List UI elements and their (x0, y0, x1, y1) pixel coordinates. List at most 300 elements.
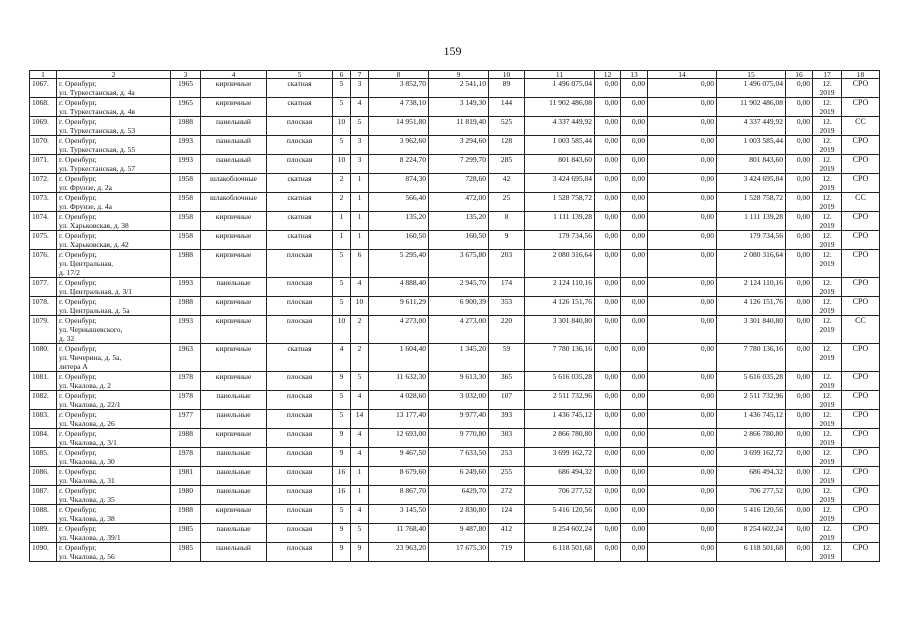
living-area-cell: 9 770,80 (429, 429, 489, 448)
table-row (30, 524, 880, 543)
completion-date-cell: 12. 2019 (813, 297, 842, 316)
residents-cell: 89 (489, 79, 525, 98)
table-row (30, 467, 880, 486)
budget-local-cell: 0,00 (648, 212, 717, 231)
fund-method-cell: СРО (842, 136, 880, 155)
budget-regional-cell: 0,00 (621, 316, 648, 344)
repair-cost-cell: 2 124 110,16 (525, 278, 595, 297)
entrances-cell: 2 (351, 316, 369, 344)
completion-date-cell: 12. 2019 (813, 79, 842, 98)
floors-cell: 9 (333, 372, 351, 391)
budget-federal-cell: 0,00 (595, 231, 621, 250)
roof-type-cell: плоская (267, 316, 333, 344)
other-funds-cell: 0,00 (786, 297, 813, 316)
completion-date-cell: 12. 2019 (813, 278, 842, 297)
budget-regional-cell: 0,00 (621, 193, 648, 212)
owners-funds-cell: 3 699 162,72 (717, 448, 786, 467)
completion-date-cell: 12. 2019 (813, 117, 842, 136)
roof-type-cell: плоская (267, 278, 333, 297)
table-row (30, 410, 880, 429)
budget-local-cell: 0,00 (648, 316, 717, 344)
address-cell: г. Оренбург, ул. Центральная, д. 3/1 (57, 278, 171, 297)
budget-federal-cell: 0,00 (595, 467, 621, 486)
owners-funds-cell: 4 126 151,76 (717, 297, 786, 316)
column-number-13: 13 (621, 71, 648, 79)
column-number-16: 16 (786, 71, 813, 79)
completion-date-cell: 12. 2019 (813, 212, 842, 231)
table-row (30, 212, 880, 231)
completion-date-cell: 12. 2019 (813, 136, 842, 155)
budget-regional-cell: 0,00 (621, 391, 648, 410)
roof-type-cell: скатная (267, 344, 333, 372)
address-cell: г. Оренбург, ул. Туркестанская, д. 57 (57, 155, 171, 174)
living-area-cell: 4 273,00 (429, 316, 489, 344)
entrances-cell: 2 (351, 344, 369, 372)
table-row (30, 543, 880, 562)
other-funds-cell: 0,00 (786, 79, 813, 98)
address-cell: г. Оренбург, ул. Чкалова, д. 2 (57, 372, 171, 391)
year-built-cell: 1993 (171, 155, 201, 174)
table-row (30, 316, 880, 344)
roof-type-cell: плоская (267, 467, 333, 486)
total-area-cell: 23 963,20 (369, 543, 429, 562)
column-number-11: 11 (525, 71, 595, 79)
completion-date-cell: 12. 2019 (813, 467, 842, 486)
address-cell: г. Оренбург, ул. Чкалова, д. 22/1 (57, 391, 171, 410)
address-cell: г. Оренбург, ул. Чкалова, д. 39/1 (57, 524, 171, 543)
floors-cell: 5 (333, 79, 351, 98)
other-funds-cell: 0,00 (786, 543, 813, 562)
address-cell: г. Оренбург, ул. Харьковская, д. 38 (57, 212, 171, 231)
residents-cell: 303 (489, 429, 525, 448)
year-built-cell: 1985 (171, 543, 201, 562)
floors-cell: 1 (333, 231, 351, 250)
table-row (30, 117, 880, 136)
residents-cell: 353 (489, 297, 525, 316)
year-built-cell: 1980 (171, 486, 201, 505)
roof-type-cell: плоская (267, 448, 333, 467)
living-area-cell: 6 249,60 (429, 467, 489, 486)
owners-funds-cell: 1 436 745,12 (717, 410, 786, 429)
column-number-9: 9 (429, 71, 489, 79)
completion-date-cell: 12. 2019 (813, 391, 842, 410)
address-cell: г. Оренбург, ул. Центральная, д. 17/2 (57, 250, 171, 278)
total-area-cell: 1 604,40 (369, 344, 429, 372)
address-cell: г. Оренбург, ул. Туркестанская, д. 4а (57, 79, 171, 98)
residents-cell: 220 (489, 316, 525, 344)
other-funds-cell: 0,00 (786, 231, 813, 250)
budget-federal-cell: 0,00 (595, 316, 621, 344)
year-built-cell: 1988 (171, 250, 201, 278)
repair-cost-cell: 706 277,52 (525, 486, 595, 505)
wall-material-cell: кирпичные (201, 212, 267, 231)
column-number-4: 4 (201, 71, 267, 79)
living-area-cell: 9 977,40 (429, 410, 489, 429)
address-cell: г. Оренбург, ул. Чкалова, д. 38 (57, 505, 171, 524)
column-number-8: 8 (369, 71, 429, 79)
budget-regional-cell: 0,00 (621, 429, 648, 448)
entrances-cell: 14 (351, 410, 369, 429)
column-number-3: 3 (171, 71, 201, 79)
roof-type-cell: плоская (267, 155, 333, 174)
entrances-cell: 1 (351, 212, 369, 231)
budget-regional-cell: 0,00 (621, 344, 648, 372)
fund-method-cell: СРО (842, 372, 880, 391)
living-area-cell: 2 541,10 (429, 79, 489, 98)
living-area-cell: 3 294,60 (429, 136, 489, 155)
fund-method-cell: СРО (842, 98, 880, 117)
budget-regional-cell: 0,00 (621, 448, 648, 467)
year-built-cell: 1988 (171, 505, 201, 524)
total-area-cell: 8 224,70 (369, 155, 429, 174)
owners-funds-cell: 11 902 486,08 (717, 98, 786, 117)
repair-cost-cell: 1 436 745,12 (525, 410, 595, 429)
page-number: 159 (443, 44, 462, 58)
wall-material-cell: панельные (201, 278, 267, 297)
other-funds-cell: 0,00 (786, 372, 813, 391)
table-row (30, 391, 880, 410)
budget-local-cell: 0,00 (648, 344, 717, 372)
column-number-15: 15 (717, 71, 786, 79)
row-number-cell: 1090. (30, 543, 57, 562)
entrances-cell: 1 (351, 486, 369, 505)
fund-method-cell: СРО (842, 250, 880, 278)
year-built-cell: 1978 (171, 391, 201, 410)
repair-cost-cell: 4 337 449,92 (525, 117, 595, 136)
budget-federal-cell: 0,00 (595, 429, 621, 448)
roof-type-cell: плоская (267, 410, 333, 429)
residents-cell: 174 (489, 278, 525, 297)
completion-date-cell: 12. 2019 (813, 372, 842, 391)
row-number-cell: 1069. (30, 117, 57, 136)
owners-funds-cell: 2 080 316,64 (717, 250, 786, 278)
residents-cell: 365 (489, 372, 525, 391)
floors-cell: 2 (333, 193, 351, 212)
owners-funds-cell: 5 616 035,28 (717, 372, 786, 391)
owners-funds-cell: 7 780 136,16 (717, 344, 786, 372)
total-area-cell: 9 467,50 (369, 448, 429, 467)
residents-cell: 253 (489, 448, 525, 467)
address-cell: г. Оренбург, ул. Туркестанская, д. 4в (57, 98, 171, 117)
other-funds-cell: 0,00 (786, 429, 813, 448)
year-built-cell: 1978 (171, 448, 201, 467)
budget-regional-cell: 0,00 (621, 136, 648, 155)
year-built-cell: 1958 (171, 231, 201, 250)
completion-date-cell: 12. 2019 (813, 174, 842, 193)
budget-local-cell: 0,00 (648, 505, 717, 524)
roof-type-cell: скатная (267, 174, 333, 193)
roof-type-cell: плоская (267, 117, 333, 136)
table-row (30, 174, 880, 193)
wall-material-cell: панельный (201, 543, 267, 562)
budget-regional-cell: 0,00 (621, 372, 648, 391)
budget-local-cell: 0,00 (648, 250, 717, 278)
total-area-cell: 3 852,70 (369, 79, 429, 98)
completion-date-cell: 12. 2019 (813, 543, 842, 562)
owners-funds-cell: 4 337 449,92 (717, 117, 786, 136)
table-row (30, 231, 880, 250)
completion-date-cell: 12. 2019 (813, 250, 842, 278)
other-funds-cell: 0,00 (786, 278, 813, 297)
total-area-cell: 5 295,40 (369, 250, 429, 278)
other-funds-cell: 0,00 (786, 486, 813, 505)
total-area-cell: 4 028,60 (369, 391, 429, 410)
row-number-cell: 1078. (30, 297, 57, 316)
owners-funds-cell: 686 494,32 (717, 467, 786, 486)
roof-type-cell: скатная (267, 193, 333, 212)
table-row (30, 505, 880, 524)
row-number-cell: 1071. (30, 155, 57, 174)
row-number-cell: 1074. (30, 212, 57, 231)
repair-cost-cell: 8 254 602,24 (525, 524, 595, 543)
budget-local-cell: 0,00 (648, 231, 717, 250)
budget-regional-cell: 0,00 (621, 297, 648, 316)
budget-local-cell: 0,00 (648, 98, 717, 117)
completion-date-cell: 12. 2019 (813, 155, 842, 174)
living-area-cell: 6 900,39 (429, 297, 489, 316)
budget-federal-cell: 0,00 (595, 278, 621, 297)
fund-method-cell: СРО (842, 212, 880, 231)
residents-cell: 412 (489, 524, 525, 543)
living-area-cell: 11 819,40 (429, 117, 489, 136)
fund-method-cell: СРО (842, 174, 880, 193)
budget-local-cell: 0,00 (648, 448, 717, 467)
budget-local-cell: 0,00 (648, 79, 717, 98)
floors-cell: 9 (333, 524, 351, 543)
other-funds-cell: 0,00 (786, 98, 813, 117)
residents-cell: 42 (489, 174, 525, 193)
other-funds-cell: 0,00 (786, 316, 813, 344)
budget-local-cell: 0,00 (648, 136, 717, 155)
address-cell: г. Оренбург, ул. Чкалова, д. 56 (57, 543, 171, 562)
repair-cost-cell: 801 843,60 (525, 155, 595, 174)
budget-federal-cell: 0,00 (595, 372, 621, 391)
fund-method-cell: СС (842, 117, 880, 136)
repair-cost-cell: 4 126 151,76 (525, 297, 595, 316)
address-cell: г. Оренбург, ул. Чкалова, д. 26 (57, 410, 171, 429)
wall-material-cell: панельный (201, 155, 267, 174)
residents-cell: 285 (489, 155, 525, 174)
living-area-cell: 9 487,80 (429, 524, 489, 543)
year-built-cell: 1988 (171, 297, 201, 316)
column-number-10: 10 (489, 71, 525, 79)
living-area-cell: 472,00 (429, 193, 489, 212)
fund-method-cell: СРО (842, 467, 880, 486)
budget-federal-cell: 0,00 (595, 344, 621, 372)
wall-material-cell: панельные (201, 391, 267, 410)
budget-regional-cell: 0,00 (621, 486, 648, 505)
year-built-cell: 1977 (171, 410, 201, 429)
budget-regional-cell: 0,00 (621, 155, 648, 174)
budget-local-cell: 0,00 (648, 174, 717, 193)
residents-cell: 107 (489, 391, 525, 410)
living-area-cell: 3 032,00 (429, 391, 489, 410)
total-area-cell: 3 145,50 (369, 505, 429, 524)
roof-type-cell: плоская (267, 505, 333, 524)
row-number-cell: 1083. (30, 410, 57, 429)
budget-local-cell: 0,00 (648, 193, 717, 212)
address-cell: г. Оренбург, ул. Центральная, д. 5а (57, 297, 171, 316)
floors-cell: 4 (333, 344, 351, 372)
column-number-6: 6 (333, 71, 351, 79)
other-funds-cell: 0,00 (786, 174, 813, 193)
row-number-cell: 1067. (30, 79, 57, 98)
fund-method-cell: СРО (842, 391, 880, 410)
budget-federal-cell: 0,00 (595, 524, 621, 543)
wall-material-cell: кирпичные (201, 372, 267, 391)
year-built-cell: 1993 (171, 136, 201, 155)
repair-cost-cell: 7 780 136,16 (525, 344, 595, 372)
roof-type-cell: плоская (267, 429, 333, 448)
completion-date-cell: 12. 2019 (813, 193, 842, 212)
row-number-cell: 1070. (30, 136, 57, 155)
entrances-cell: 1 (351, 231, 369, 250)
table-row (30, 136, 880, 155)
floors-cell: 9 (333, 429, 351, 448)
wall-material-cell: кирпичные (201, 429, 267, 448)
fund-method-cell: СС (842, 316, 880, 344)
year-built-cell: 1981 (171, 467, 201, 486)
repair-cost-cell: 5 416 120,56 (525, 505, 595, 524)
floors-cell: 5 (333, 297, 351, 316)
other-funds-cell: 0,00 (786, 524, 813, 543)
wall-material-cell: кирпичные (201, 231, 267, 250)
owners-funds-cell: 6 118 501,68 (717, 543, 786, 562)
total-area-cell: 12 693,00 (369, 429, 429, 448)
other-funds-cell: 0,00 (786, 467, 813, 486)
wall-material-cell: панельные (201, 448, 267, 467)
budget-regional-cell: 0,00 (621, 278, 648, 297)
entrances-cell: 5 (351, 524, 369, 543)
budget-federal-cell: 0,00 (595, 117, 621, 136)
address-cell: г. Оренбург, ул. Чкалова, д. 35 (57, 486, 171, 505)
entrances-cell: 3 (351, 79, 369, 98)
entrances-cell: 4 (351, 278, 369, 297)
entrances-cell: 5 (351, 117, 369, 136)
fund-method-cell: СРО (842, 505, 880, 524)
total-area-cell: 8 867,70 (369, 486, 429, 505)
wall-material-cell: кирпичные (201, 344, 267, 372)
housing-register-table (29, 70, 880, 562)
row-number-cell: 1088. (30, 505, 57, 524)
budget-local-cell: 0,00 (648, 429, 717, 448)
year-built-cell: 1985 (171, 524, 201, 543)
living-area-cell: 728,60 (429, 174, 489, 193)
residents-cell: 25 (489, 193, 525, 212)
budget-regional-cell: 0,00 (621, 117, 648, 136)
year-built-cell: 1988 (171, 117, 201, 136)
entrances-cell: 1 (351, 467, 369, 486)
column-number-14: 14 (648, 71, 717, 79)
budget-local-cell: 0,00 (648, 297, 717, 316)
fund-method-cell: СРО (842, 278, 880, 297)
owners-funds-cell: 5 416 120,56 (717, 505, 786, 524)
owners-funds-cell: 1 003 585,44 (717, 136, 786, 155)
roof-type-cell: плоская (267, 486, 333, 505)
floors-cell: 5 (333, 410, 351, 429)
floors-cell: 9 (333, 543, 351, 562)
living-area-cell: 2 830,80 (429, 505, 489, 524)
address-cell: г. Оренбург, ул. Туркестанская, д. 55 (57, 136, 171, 155)
floors-cell: 10 (333, 316, 351, 344)
wall-material-cell: кирпичные (201, 316, 267, 344)
fund-method-cell: СРО (842, 543, 880, 562)
row-number-cell: 1072. (30, 174, 57, 193)
fund-method-cell: СРО (842, 344, 880, 372)
table-row (30, 278, 880, 297)
roof-type-cell: плоская (267, 524, 333, 543)
floors-cell: 2 (333, 174, 351, 193)
column-number-row (30, 71, 880, 79)
other-funds-cell: 0,00 (786, 448, 813, 467)
total-area-cell: 11 768,40 (369, 524, 429, 543)
address-cell: г. Оренбург, ул. Чкалова, д. 3/1 (57, 429, 171, 448)
residents-cell: 393 (489, 410, 525, 429)
row-number-cell: 1087. (30, 486, 57, 505)
fund-method-cell: СРО (842, 448, 880, 467)
row-number-cell: 1082. (30, 391, 57, 410)
repair-cost-cell: 3 424 695,84 (525, 174, 595, 193)
total-area-cell: 4 888,40 (369, 278, 429, 297)
other-funds-cell: 0,00 (786, 117, 813, 136)
table-row (30, 429, 880, 448)
wall-material-cell: кирпичные (201, 297, 267, 316)
owners-funds-cell: 3 301 840,80 (717, 316, 786, 344)
other-funds-cell: 0,00 (786, 505, 813, 524)
completion-date-cell: 12. 2019 (813, 98, 842, 117)
repair-cost-cell: 686 494,32 (525, 467, 595, 486)
repair-cost-cell: 1 496 075,04 (525, 79, 595, 98)
floors-cell: 5 (333, 505, 351, 524)
budget-regional-cell: 0,00 (621, 98, 648, 117)
residents-cell: 255 (489, 467, 525, 486)
year-built-cell: 1993 (171, 278, 201, 297)
wall-material-cell: панельные (201, 486, 267, 505)
row-number-cell: 1080. (30, 344, 57, 372)
repair-cost-cell: 11 902 486,08 (525, 98, 595, 117)
residents-cell: 272 (489, 486, 525, 505)
entrances-cell: 1 (351, 193, 369, 212)
table-row (30, 79, 880, 98)
address-cell: г. Оренбург, ул. Туркестанская, д. 53 (57, 117, 171, 136)
other-funds-cell: 0,00 (786, 193, 813, 212)
living-area-cell: 2 945,70 (429, 278, 489, 297)
total-area-cell: 13 177,40 (369, 410, 429, 429)
row-number-cell: 1068. (30, 98, 57, 117)
budget-regional-cell: 0,00 (621, 410, 648, 429)
residents-cell: 144 (489, 98, 525, 117)
row-number-cell: 1089. (30, 524, 57, 543)
roof-type-cell: скатная (267, 79, 333, 98)
total-area-cell: 3 962,60 (369, 136, 429, 155)
column-number-7: 7 (351, 71, 369, 79)
address-cell: г. Оренбург, ул. Харьковская, д. 42 (57, 231, 171, 250)
other-funds-cell: 0,00 (786, 410, 813, 429)
entrances-cell: 4 (351, 429, 369, 448)
wall-material-cell: кирпичные (201, 250, 267, 278)
column-number-5: 5 (267, 71, 333, 79)
year-built-cell: 1988 (171, 429, 201, 448)
entrances-cell: 4 (351, 98, 369, 117)
residents-cell: 719 (489, 543, 525, 562)
owners-funds-cell: 801 843,60 (717, 155, 786, 174)
roof-type-cell: плоская (267, 250, 333, 278)
total-area-cell: 135,20 (369, 212, 429, 231)
row-number-cell: 1079. (30, 316, 57, 344)
budget-regional-cell: 0,00 (621, 174, 648, 193)
budget-local-cell: 0,00 (648, 486, 717, 505)
wall-material-cell: панельные (201, 410, 267, 429)
